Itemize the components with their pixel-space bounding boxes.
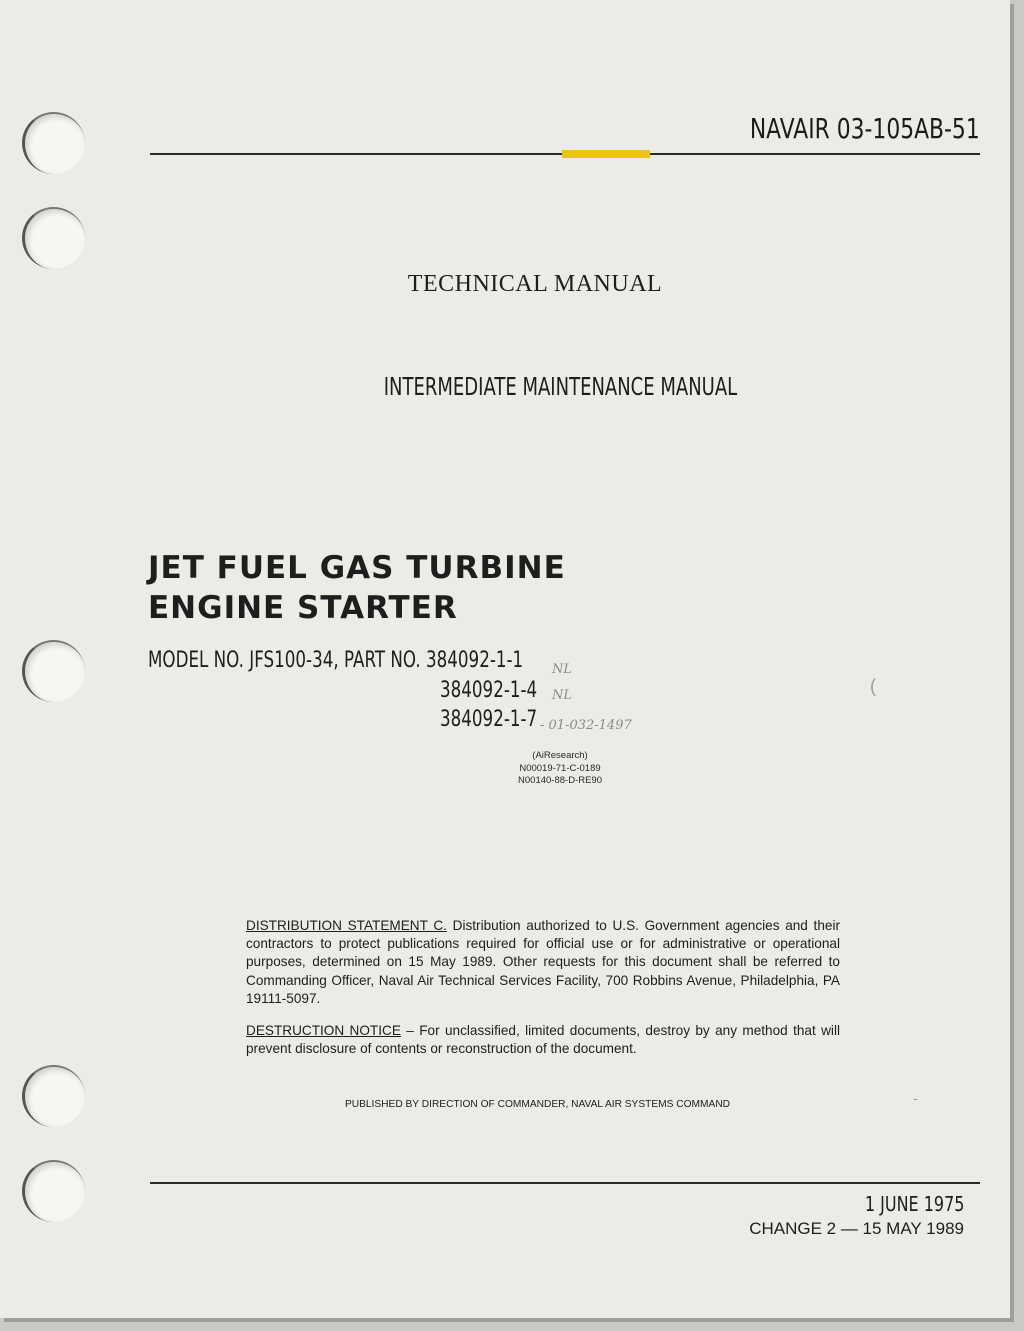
contractor-name: (AiResearch) <box>532 750 588 761</box>
punch-hole <box>22 112 85 174</box>
punch-hole <box>22 207 85 269</box>
punch-hole <box>22 640 85 702</box>
manual-type: INTERMEDIATE MAINTENANCE MANUAL <box>383 372 737 401</box>
title-line-2: ENGINE STARTER <box>148 590 458 626</box>
highlight-mark <box>562 150 650 158</box>
change-notice: CHANGE 2 — 15 MAY 1989 <box>749 1219 964 1238</box>
stray-mark: - <box>913 1090 918 1106</box>
part-number-2: 384092-1-4 <box>440 678 538 703</box>
model-number <box>148 648 523 673</box>
punch-hole <box>22 1065 85 1127</box>
model-prefix: MODEL NO. JFS100-34, PART NO. <box>148 648 421 673</box>
title-line-1: JET FUEL GAS TURBINE <box>148 550 566 586</box>
publication-date: 1 JUNE 1975 <box>864 1192 964 1216</box>
distribution-text: Distribution authorized to U.S. Government agencies and their contractors to protect publications required for official use or for administrative or operational purposes, determined on 15 May 1989. Other requests for this document shall be referred to Commanding Officer, Naval Air Technical Services Facility, 700 Robbins Avenue, Philadelphia, PA 19111-5097. <box>246 918 840 1006</box>
publication-number: NAVAIR 03-105AB-51 <box>750 112 980 145</box>
destruction-notice <box>246 1022 840 1058</box>
destruction-text: – For unclassified, limited documents, destroy by any method that will prevent disclosure of contents or reconstruction of the document. <box>246 1023 840 1057</box>
part-number-1: 384092-1-1 <box>426 648 524 673</box>
footer-rule <box>150 1182 980 1184</box>
contract-number: N00019-71-C-0189 <box>519 762 601 774</box>
distribution-statement <box>246 917 840 1008</box>
page-title <box>148 548 566 628</box>
handwritten-note: NL <box>552 688 573 703</box>
handwritten-note: - 01-032-1497 <box>540 718 632 733</box>
contractor-block <box>500 750 620 788</box>
distribution-heading: DISTRIBUTION STATEMENT C. <box>246 918 447 933</box>
stray-mark: ( <box>870 676 876 696</box>
contract-number: N00140-88-D-RE90 <box>518 775 602 786</box>
published-by: PUBLISHED BY DIRECTION OF COMMANDER, NAVAL AIR SYSTEMS COMMAND <box>344 1099 731 1110</box>
destruction-heading: DESTRUCTION NOTICE <box>246 1023 401 1038</box>
punch-hole <box>22 1160 85 1222</box>
handwritten-note: NL <box>552 662 573 677</box>
part-number-3: 384092-1-7 <box>440 707 538 732</box>
document-type: TECHNICAL MANUAL <box>407 271 663 297</box>
